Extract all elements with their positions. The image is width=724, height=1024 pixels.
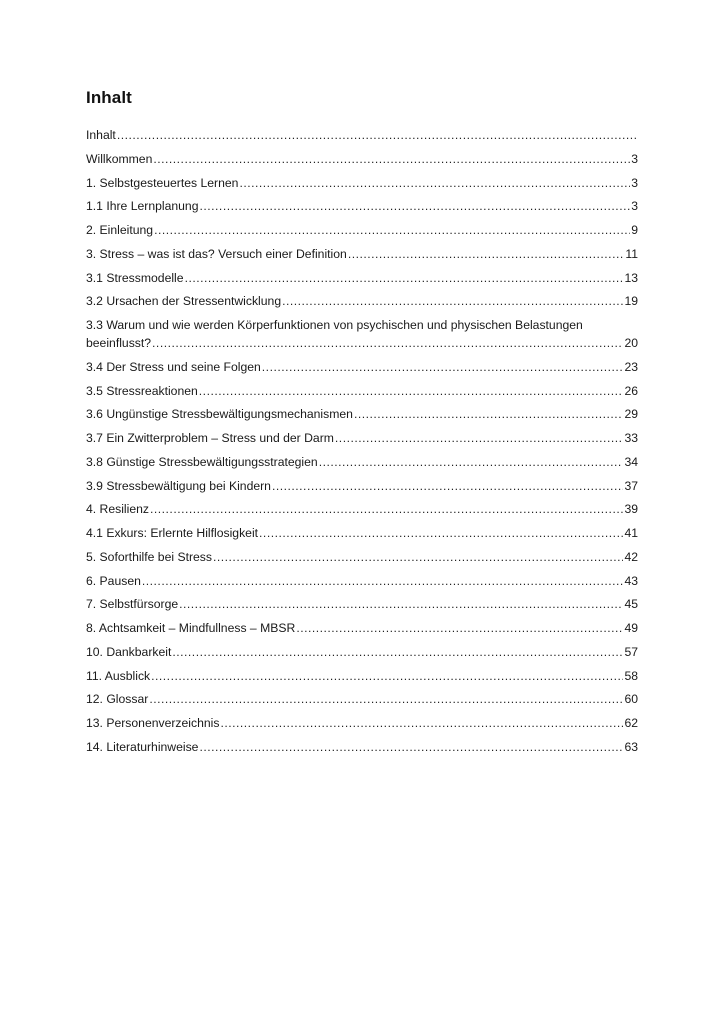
toc-entry-page: 57: [624, 644, 638, 659]
toc-entry-page: 39: [624, 502, 638, 517]
toc-entry-page: 9: [631, 223, 638, 237]
toc-entry-label: 1.1 Ihre Lernplanung: [86, 199, 199, 214]
toc-entry-label: 3.8 Günstige Stressbewältigungsstrategien: [86, 454, 318, 469]
toc-entry[interactable]: [86, 405, 638, 423]
toc-entry-label: 10. Dankbarkeit: [86, 644, 172, 659]
dot-leader: [179, 595, 623, 613]
toc-entry[interactable]: [86, 690, 638, 708]
toc-entry-label: 2. Einleitung: [86, 223, 154, 237]
toc-entry-page: 49: [624, 621, 638, 635]
dot-leader: [213, 548, 623, 566]
toc-entry-page: 3: [631, 151, 638, 166]
dot-leader: [262, 358, 624, 376]
toc-entry-label: 3.1 Stressmodelle: [86, 270, 184, 285]
dot-leader: [154, 221, 630, 239]
toc-entry-label: 5. Soforthilfe bei Stress: [86, 549, 212, 564]
toc-entry-page: 58: [624, 668, 638, 683]
toc-entry-label: Willkommen: [86, 151, 153, 166]
toc-entry-label: 13. Personenverzeichnis: [86, 716, 220, 730]
toc-entry-label: 4.1 Exkurs: Erlernte Hilflosigkeit: [86, 526, 259, 540]
toc-entry[interactable]: [86, 738, 638, 756]
toc-entry-page: 41: [624, 526, 638, 540]
toc-entry[interactable]: [86, 548, 638, 566]
toc-entry[interactable]: [86, 619, 638, 637]
dot-leader: [348, 245, 625, 263]
toc-entry-label: 3.7 Ein Zwitterproblem – Stress und der Darm: [86, 431, 334, 445]
toc-entry-label: 3.9 Stressbewältigung bei Kindern: [86, 478, 271, 493]
toc-entry[interactable]: [86, 595, 638, 613]
toc-entry[interactable]: [86, 221, 638, 239]
toc-entry-page: 63: [624, 739, 638, 754]
toc-entry-page: 29: [624, 407, 638, 422]
toc-entry[interactable]: [86, 572, 638, 590]
toc-entry[interactable]: [86, 150, 638, 168]
toc-entry[interactable]: [86, 500, 638, 518]
toc-entry-page: 13: [624, 270, 638, 285]
toc-entry[interactable]: [86, 245, 638, 263]
toc-entry-label: 7. Selbstfürsorge: [86, 597, 179, 612]
dot-leader: [239, 174, 630, 192]
toc-entry-label: 8. Achtsamkeit – Mindfullness – MBSR: [86, 621, 296, 635]
toc-entry[interactable]: [86, 453, 638, 471]
toc-entry-label: 3.6 Ungünstige Stressbewältigungsmechanismen: [86, 407, 353, 422]
toc-entry-page: 23: [624, 359, 638, 374]
toc-entry-page: 3: [631, 175, 638, 190]
toc-entry-page: 26: [624, 383, 638, 398]
dot-leader: [282, 292, 623, 310]
toc-entry-page: 42: [624, 549, 638, 564]
toc-entry[interactable]: [86, 358, 638, 376]
toc-entry[interactable]: [86, 643, 638, 661]
toc-entry-label: 11. Ausblick: [86, 668, 151, 683]
toc-entry-label: 3.2 Ursachen der Stressentwicklung: [86, 294, 282, 309]
toc-entry[interactable]: [86, 382, 638, 400]
toc-list: [86, 126, 638, 762]
dot-leader: [199, 738, 623, 756]
dot-leader: [153, 150, 630, 168]
toc-entry-page: 62: [624, 716, 638, 730]
toc-entry-label: 4. Resilienz: [86, 502, 149, 517]
toc-entry-label: 3.4 Der Stress und seine Folgen: [86, 359, 261, 374]
toc-entry[interactable]: [86, 524, 638, 542]
dot-leader: [319, 453, 624, 471]
toc-entry-label: 3.5 Stressreaktionen: [86, 383, 198, 398]
toc-entry-page: 33: [624, 431, 638, 445]
dot-leader: [152, 334, 623, 352]
toc-entry[interactable]: [86, 316, 638, 352]
toc-entry-page: 19: [624, 294, 638, 309]
toc-entry-page: 20: [624, 336, 638, 350]
toc-entry-page: 11: [625, 246, 638, 261]
toc-entry[interactable]: [86, 714, 638, 732]
dot-leader: [220, 714, 623, 732]
toc-entry[interactable]: [86, 269, 638, 287]
toc-entry-label: 6. Pausen: [86, 573, 141, 588]
dot-leader: [150, 500, 623, 518]
dot-leader: [151, 667, 623, 685]
toc-entry-page: 60: [624, 692, 638, 707]
toc-entry[interactable]: [86, 292, 638, 310]
toc-entry-label: 12. Glossar: [86, 692, 149, 707]
dot-leader: [142, 572, 624, 590]
toc-entry[interactable]: [86, 667, 638, 685]
toc-entry[interactable]: [86, 477, 638, 495]
toc-entry-label: beeinflusst?: [86, 336, 152, 350]
dot-leader: [199, 382, 624, 400]
toc-entry-page: 37: [624, 478, 638, 493]
toc-entry-page: 45: [624, 597, 638, 612]
toc-entry-label: 1. Selbstgesteuertes Lernen: [86, 175, 239, 190]
toc-entry-label: 14. Literaturhinweise: [86, 739, 199, 754]
dot-leader: [149, 690, 623, 708]
toc-entry-label: Inhalt: [86, 128, 116, 142]
toc-entry[interactable]: [86, 197, 638, 215]
dot-leader: [172, 643, 623, 661]
dot-leader: [296, 619, 623, 637]
dot-leader: [354, 405, 624, 423]
toc-entry-label-line1: 3.3 Warum und wie werden Körperfunktionen von psychischen und physischen Belastungen: [86, 318, 583, 332]
toc-entry[interactable]: [86, 174, 638, 192]
toc-entry-page: 3: [631, 199, 638, 214]
dot-leader: [200, 197, 631, 215]
toc-entry[interactable]: [86, 429, 638, 447]
toc-entry-label: 3. Stress – was ist das? Versuch einer Definition: [86, 246, 347, 261]
dot-leader: [259, 524, 623, 542]
toc-heading: Inhalt: [86, 88, 132, 107]
dot-leader: [185, 269, 624, 287]
dot-leader: [335, 429, 624, 447]
dot-leader: [117, 126, 637, 144]
dot-leader: [272, 477, 623, 495]
toc-entry[interactable]: [86, 126, 638, 144]
toc-entry-page: 34: [624, 454, 638, 469]
toc-entry-page: 43: [624, 573, 638, 588]
